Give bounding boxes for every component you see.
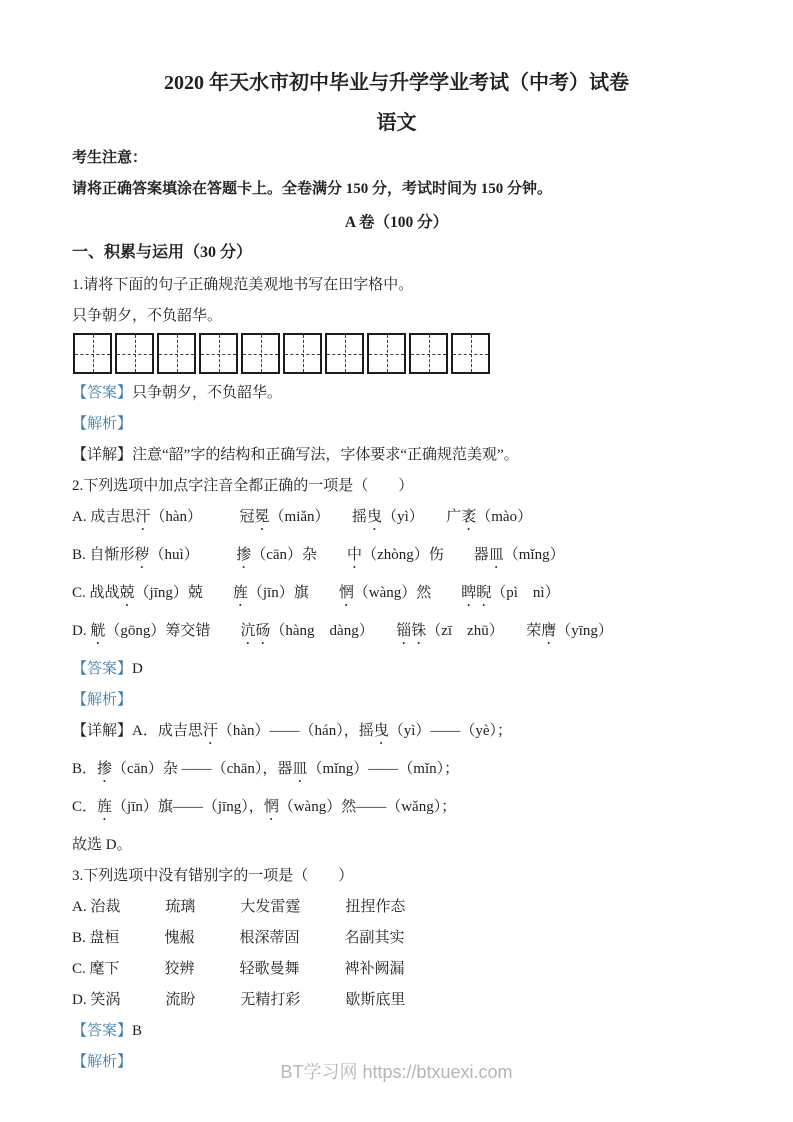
detail-label: 【详解】 bbox=[72, 447, 133, 463]
q2-option-d: D. 觥（gōng）筹交错 沆砀（hàng dàng） 锱铢（zī zhū） 荣膺（yīng） bbox=[72, 623, 613, 639]
answer-label: 【答案】 bbox=[72, 661, 133, 677]
q2-option-a: A. 成吉思汗（hàn） 冠冕（miǎn） 摇曳（yì） 广袤（mào） bbox=[72, 509, 533, 525]
page-title: 2020 年天水市初中毕业与升学学业考试（中考）试卷 bbox=[164, 72, 629, 94]
subject-title: 语文 bbox=[376, 112, 417, 134]
q2-answer-text: D bbox=[132, 661, 143, 677]
q2-analysis-line bbox=[72, 690, 721, 710]
q3-option-a: A. 治裁 琉璃 大发雷霆 扭捏作态 bbox=[72, 899, 406, 915]
q1-analysis-line bbox=[72, 414, 721, 434]
q3-answer-text: B bbox=[132, 1023, 143, 1039]
q1-answer-line bbox=[72, 383, 721, 403]
tianzige-cell bbox=[367, 333, 406, 374]
tianzige-cell bbox=[283, 333, 322, 374]
q2-stem: 2.下列选项中加点字注音全都正确的一项是（ ） bbox=[72, 478, 414, 494]
q2-option-b: B. 自惭形秽（huì） 掺（cān）杂 中（zhòng）伤 器皿（mǐng） bbox=[72, 547, 565, 563]
tianzige-cell bbox=[451, 333, 490, 374]
q1-sentence: 只争朝夕，不负韶华。 bbox=[72, 308, 223, 324]
q1-stem: 1.请将下面的句子正确规范美观地书写在田字格中。 bbox=[72, 277, 414, 293]
section-heading: 一、积累与运用（30 分） bbox=[72, 244, 253, 261]
q3-option-c: C. 麾下 狡辨 轻歌曼舞 裨补阙漏 bbox=[72, 961, 405, 977]
q3-answer-line bbox=[72, 1021, 721, 1041]
footer-link[interactable]: BT学习网 https://btxuexi.com bbox=[280, 1062, 513, 1082]
tianzige-cell bbox=[115, 333, 154, 374]
q2-answer-line bbox=[72, 659, 721, 679]
q2-conclusion: 故选 D。 bbox=[72, 837, 132, 853]
analysis-label: 【解析】 bbox=[72, 416, 133, 432]
analysis-label: 【解析】 bbox=[72, 1054, 133, 1070]
notice-label: 考生注意： bbox=[72, 150, 148, 166]
q2-option-c: C. 战战兢（jīng）兢 旌（jīn）旗 惘（wàng）然 睥睨（pì nì） bbox=[72, 585, 560, 601]
tianzige-cell bbox=[241, 333, 280, 374]
footer-watermark bbox=[0, 1058, 793, 1084]
answer-label: 【答案】 bbox=[72, 1023, 133, 1039]
q1-detail-line bbox=[72, 445, 721, 465]
tianzige-cell bbox=[73, 333, 112, 374]
tianzige-grid bbox=[73, 333, 721, 374]
q3-stem: 3.下列选项中没有错别字的一项是（ ） bbox=[72, 868, 354, 884]
tianzige-cell bbox=[157, 333, 196, 374]
notice-text: 请将正确答案填涂在答题卡上。全卷满分 150 分，考试时间为 150 分钟。 bbox=[72, 181, 553, 197]
q2-detail-line-a bbox=[72, 721, 721, 748]
tianzige-cell bbox=[325, 333, 364, 374]
q1-detail-text: 注意“韶”字的结构和正确写法，字体要求“正确规范美观”。 bbox=[132, 447, 519, 463]
volume-heading: A 卷（100 分） bbox=[344, 214, 449, 231]
q2-detail-line-c: C．旌（jīn）旗——（jīng），惘（wàng）然——（wǎng）； bbox=[72, 799, 457, 815]
q3-option-b: B. 盘桓 愧赧 根深蒂固 名副其实 bbox=[72, 930, 405, 946]
q3-option-d: D. 笑涡 流盼 无精打彩 歇斯底里 bbox=[72, 992, 406, 1008]
q1-answer-text: 只争朝夕，不负韶华。 bbox=[132, 385, 283, 401]
q2-detail-line-b: B．掺（cān）杂 ——（chān），器皿（mǐng）——（mǐn）； bbox=[72, 761, 460, 777]
analysis-label: 【解析】 bbox=[72, 692, 133, 708]
q2-detail-text-a: A．成吉思汗（hàn）——（hán），摇曳（yì）——（yè）； bbox=[132, 723, 513, 739]
tianzige-cell bbox=[199, 333, 238, 374]
detail-label: 【详解】 bbox=[72, 723, 133, 739]
answer-label: 【答案】 bbox=[72, 385, 133, 401]
tianzige-cell bbox=[409, 333, 448, 374]
